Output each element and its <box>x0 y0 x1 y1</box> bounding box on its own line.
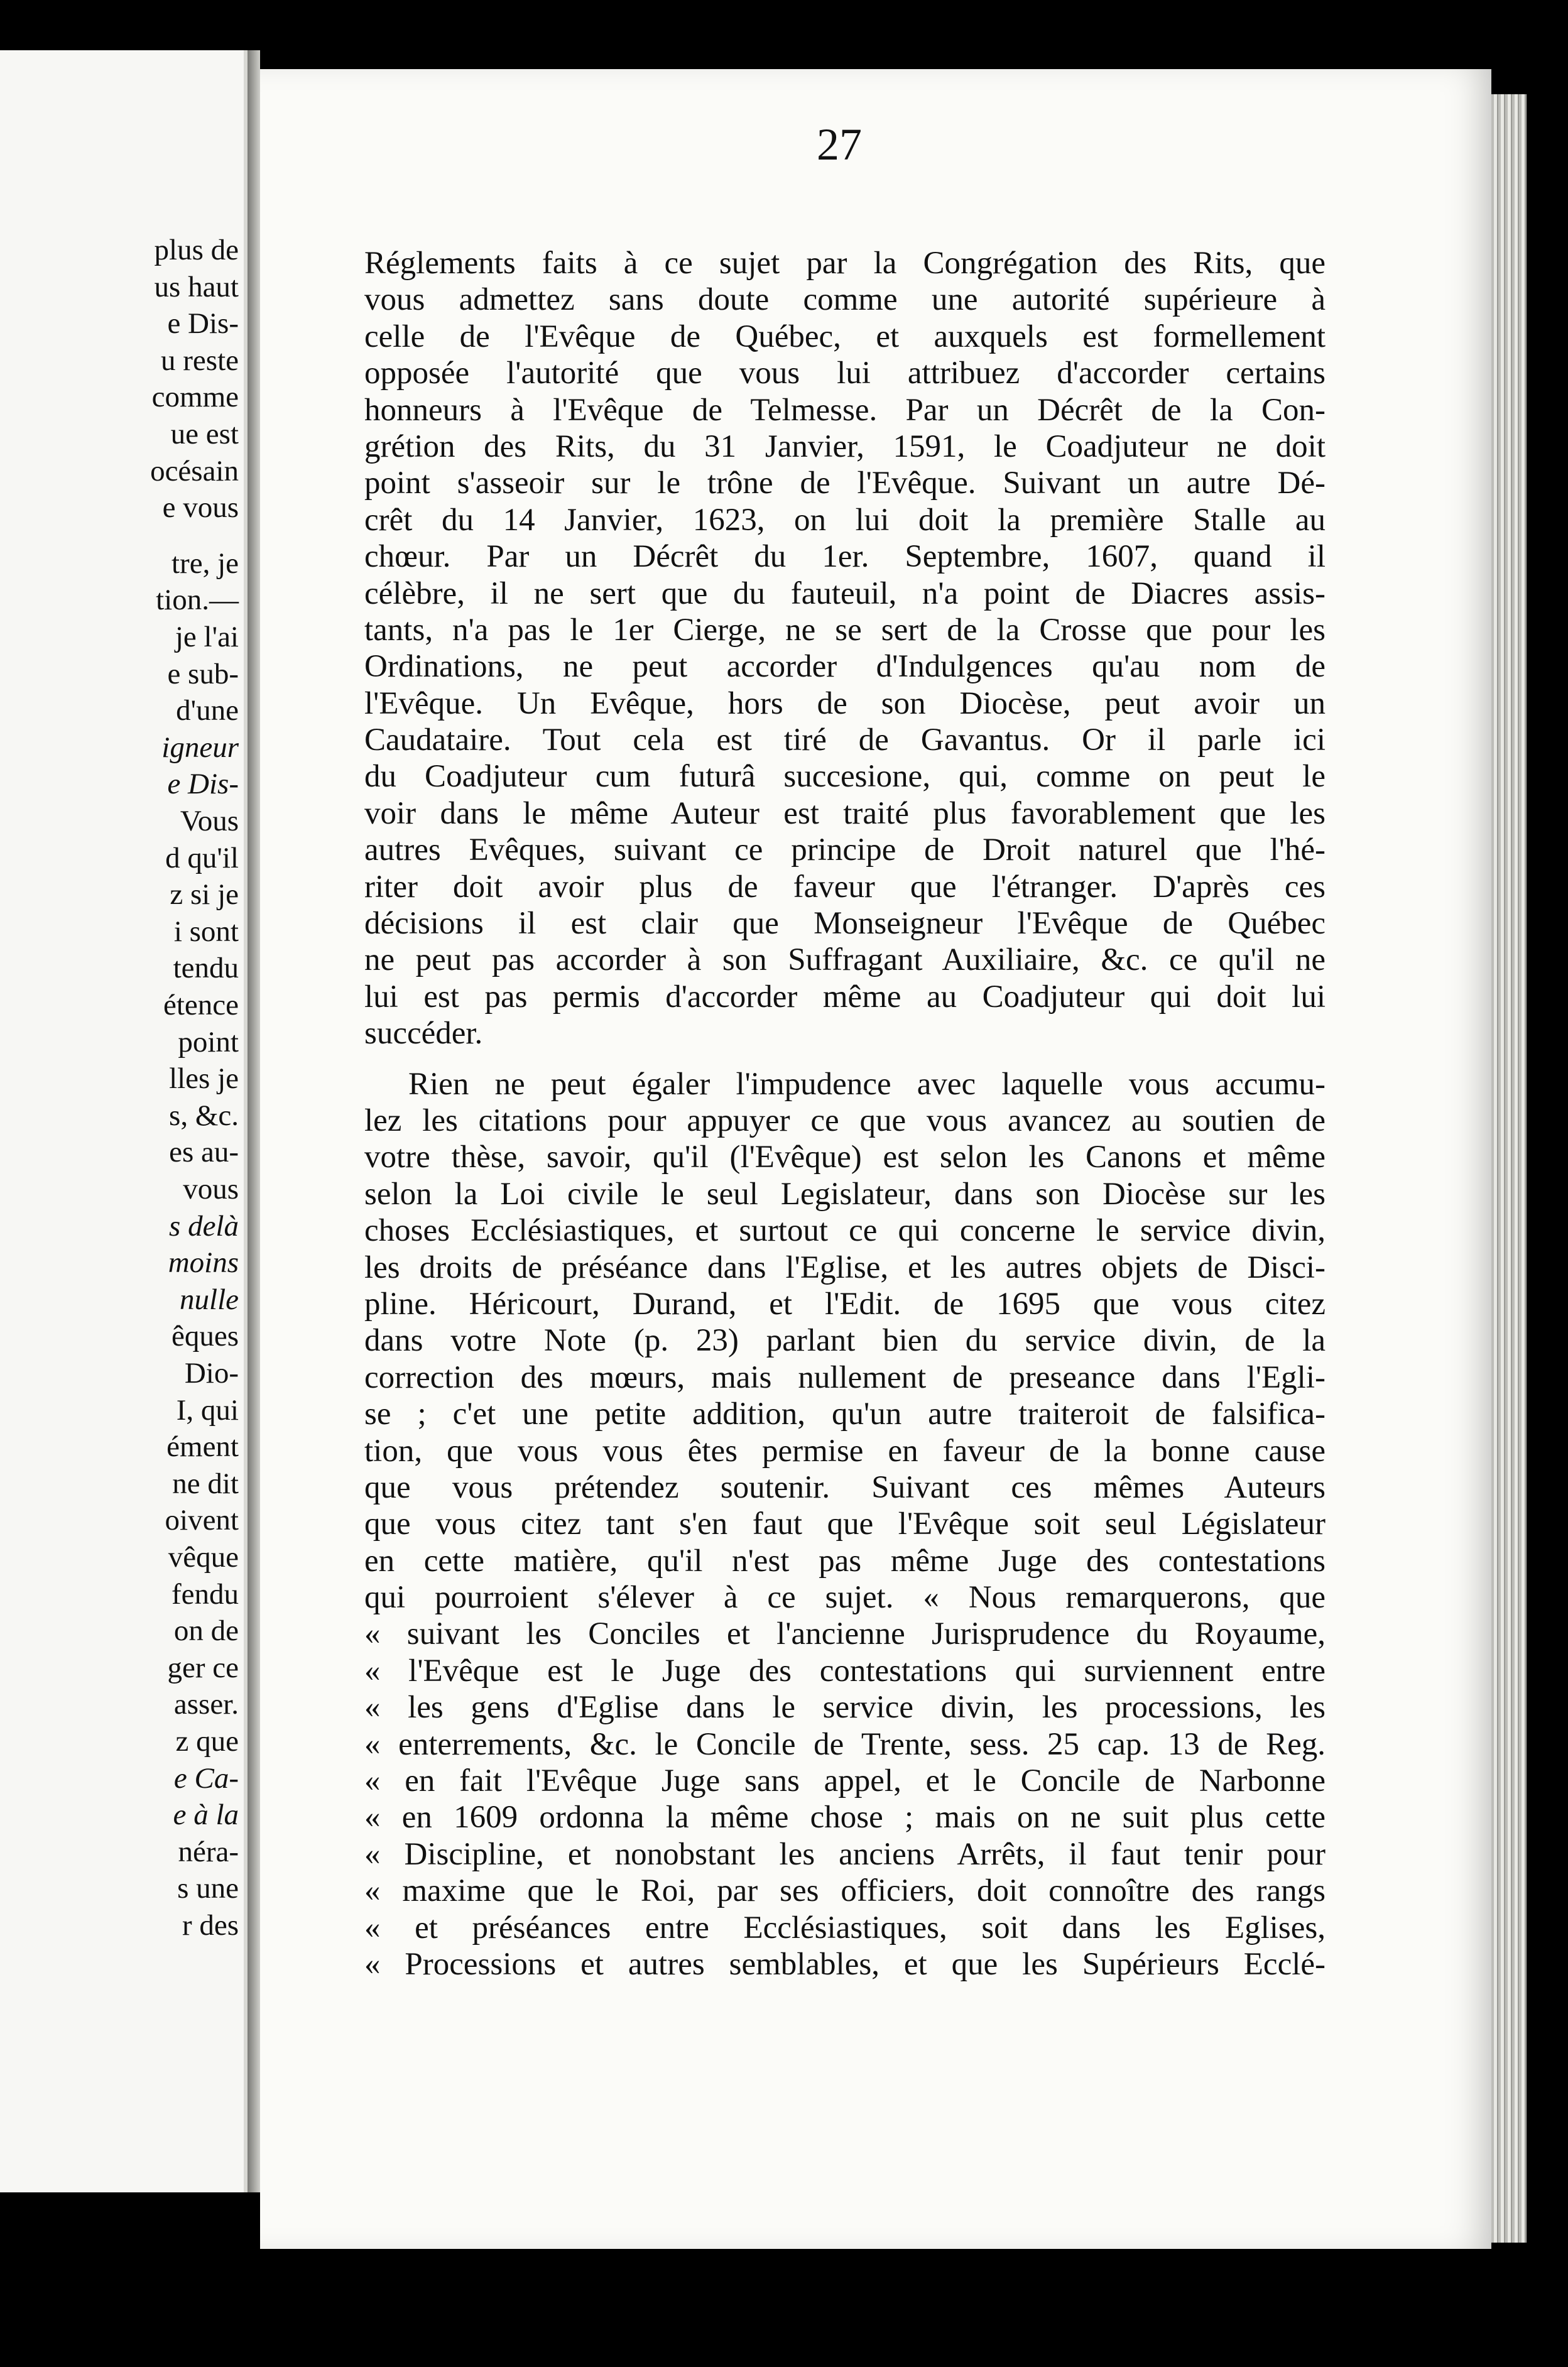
left-page-line: e Dis- <box>167 307 239 340</box>
text-line: décisions il est clair que Monseigneur l'Evêque de Québec <box>364 906 1326 942</box>
text-line: qui pourroient s'élever à ce sujet. « Nous remarquerons, que <box>364 1580 1326 1616</box>
body-text <box>364 245 1326 1983</box>
paragraph-1 <box>364 245 1326 1052</box>
text-line: grétion des Rits, du 31 Janvier, 1591, le Coadjuteur ne doit <box>364 428 1326 464</box>
text-line: pline. Héricourt, Durand, et l'Edit. de 1695 que vous citez <box>364 1286 1326 1322</box>
text-line: crêt du 14 Janvier, 1623, on lui doit la première Stalle au <box>364 502 1326 538</box>
text-line: se ; c'et une petite addition, qu'un autre traiteroit de falsifica- <box>364 1396 1326 1432</box>
text-line: « maxime que le Roi, par ses officiers, doit connoître des rangs <box>364 1873 1326 1909</box>
left-page-line: je l'ai <box>175 621 239 653</box>
text-line: tion, que vous vous êtes permise en faveur de la bonne cause <box>364 1433 1326 1469</box>
text-line: opposée l'autorité que vous lui attribuez d'accorder certains <box>364 356 1326 391</box>
left-page-line: fendu <box>171 1577 239 1611</box>
left-page-line: r des <box>182 1909 239 1942</box>
left-page-line: plus de <box>154 234 239 266</box>
text-line: « et préséances entre Ecclésiastiques, soit dans les Eglises, <box>364 1910 1326 1945</box>
text-line: les droits de préséance dans l'Eglise, et les autres objets de Disci- <box>364 1249 1326 1285</box>
text-line: tants, n'a pas le 1er Cierge, ne se sert de la Crosse que pour les <box>364 612 1326 648</box>
left-page-line: d'une <box>176 694 239 727</box>
left-page-line: lles je <box>169 1062 239 1096</box>
left-page-line: s, &c. <box>169 1099 239 1132</box>
text-line: « en 1609 ordonna la même chose ; mais on ne suit plus cette <box>364 1800 1326 1836</box>
text-line: lui est pas permis d'accorder même au Coadjuteur qui doit lui <box>364 979 1326 1015</box>
text-line: votre thèse, savoir, qu'il (l'Evêque) est selon les Canons et même <box>364 1140 1326 1175</box>
text-line: célèbre, il ne sert que du fauteuil, n'a point de Diacres assis- <box>364 575 1326 611</box>
text-line: point s'asseoir sur le trône de l'Evêque. Suivant un autre Dé- <box>364 465 1326 501</box>
text-line: l'Evêque. Un Evêque, hors de son Diocèse, peut avoir un <box>364 685 1326 721</box>
left-page-line: comme <box>151 381 239 414</box>
left-page-line: e Ca- <box>173 1761 239 1795</box>
left-page-line: néra- <box>178 1835 239 1868</box>
text-line: « Processions et autres semblables, et que les Supérieurs Ecclé- <box>364 1946 1326 1982</box>
text-line: que vous citez tant s'en faut que l'Evêque soit seul Législateur <box>364 1506 1326 1542</box>
left-page-line: es au- <box>169 1136 239 1169</box>
text-line: dans votre Note (p. 23) parlant bien du service divin, de la <box>364 1323 1326 1359</box>
text-line: Rien ne peut égaler l'impudence avec laquelle vous accumu- <box>408 1066 1326 1102</box>
left-page-line: s delà <box>169 1209 239 1243</box>
left-page-line: u reste <box>161 344 239 377</box>
left-page-line: e vous <box>162 491 239 525</box>
left-page-line: ément <box>166 1430 239 1464</box>
text-line: vous admettez sans doute comme une autorité supérieure à <box>364 282 1326 318</box>
text-line: celle de l'Evêque de Québec, et auxquels est formellement <box>364 318 1326 354</box>
left-page-line: êques <box>171 1320 239 1353</box>
left-page-line: océsain <box>150 454 239 487</box>
text-line: voir dans le même Auteur est traité plus favorablement que les <box>364 795 1326 831</box>
left-page-line: e sub- <box>167 657 239 690</box>
text-line: « en fait l'Evêque Juge sans appel, et le Concile de Narbonne <box>364 1763 1326 1799</box>
left-page-line: z que <box>175 1725 239 1758</box>
left-page-line: oivent <box>165 1504 239 1537</box>
left-page-line: tion.— <box>156 584 239 617</box>
page-number: 27 <box>817 119 862 170</box>
text-line: selon la Loi civile le seul Legislateur, dans son Diocèse sur les <box>364 1176 1326 1212</box>
text-line: « l'Evêque est le Juge des contestations qui surviennent entre <box>364 1653 1326 1689</box>
left-page-line: d qu'il <box>165 841 239 874</box>
left-page-line: moins <box>168 1246 239 1280</box>
left-page-line: igneur <box>161 731 239 764</box>
left-page-line: nulle <box>180 1283 239 1316</box>
text-line: que vous prétendez soutenir. Suivant ces mêmes Auteurs <box>364 1469 1326 1505</box>
left-page-line: asser. <box>173 1688 239 1721</box>
text-line: succéder. <box>364 1016 483 1052</box>
text-line: « les gens d'Eglise dans le service divin, les processions, les <box>364 1690 1326 1726</box>
text-line: honneurs à l'Evêque de Telmesse. Par un Décrêt de la Con- <box>364 392 1326 428</box>
text-line: « Discipline, et nonobstant les anciens Arrêts, il faut tenir pour <box>364 1836 1326 1872</box>
left-page-line: vous <box>183 1173 239 1205</box>
text-line: Ordinations, ne peut accorder d'Indulgences qu'au nom de <box>364 649 1326 685</box>
left-page-line: ne dit <box>172 1467 239 1500</box>
text-line: riter doit avoir plus de faveur que l'étranger. D'après ces <box>364 869 1326 905</box>
text-line: Réglements faits à ce sujet par la Congrégation des Rits, que <box>364 246 1326 281</box>
text-line: lez les citations pour appuyer ce que vous avancez au soutien de <box>364 1102 1326 1138</box>
left-page-line: Dio- <box>184 1357 239 1390</box>
text-line: chœur. Par un Décrêt du 1er. Septembre, 1607, quand il <box>364 539 1326 575</box>
left-page-line: tre, je <box>172 547 239 580</box>
left-page-line: us haut <box>154 270 239 303</box>
left-page-line: z si je <box>170 878 239 911</box>
text-line: autres Evêques, suivant ce principe de Droit naturel que l'hé- <box>364 832 1326 868</box>
left-page-line: tendu <box>173 952 239 985</box>
left-page-line: point <box>178 1025 239 1058</box>
text-line: Caudataire. Tout cela est tiré de Gavantus. Or il parle ici <box>364 722 1326 758</box>
left-page-line: ue est <box>170 418 239 450</box>
text-line: « enterrements, &c. le Concile de Trente, sess. 25 cap. 13 de Reg. <box>364 1726 1326 1762</box>
left-page-line: e à la <box>173 1798 239 1832</box>
left-page-line: ger ce <box>167 1651 239 1684</box>
text-line: en cette matière, qu'il n'est pas même Juge des contestations <box>364 1543 1326 1579</box>
left-page-line: s une <box>177 1872 239 1905</box>
text-line: du Coadjuteur cum futurâ succesione, qui, comme on peut le <box>364 759 1326 795</box>
text-line: « suivant les Conciles et l'ancienne Jurisprudence du Royaume, <box>364 1616 1326 1652</box>
book-gutter <box>248 50 260 2192</box>
left-page-line: on de <box>173 1614 239 1648</box>
left-page-line: i sont <box>173 915 239 948</box>
paragraph-2 <box>364 1066 1326 1983</box>
left-page-line: e Dis- <box>167 768 239 801</box>
text-line: choses Ecclésiastiques, et surtout ce qui concerne le service divin, <box>364 1213 1326 1249</box>
page-edges <box>1491 94 1527 2243</box>
left-page-line: vêque <box>168 1541 239 1574</box>
text-line: ne peut pas accorder à son Suffragant Auxiliaire, &c. ce qu'il ne <box>364 942 1326 978</box>
left-page-line: étence <box>163 989 239 1021</box>
left-page-line: Vous <box>180 805 239 837</box>
text-line: correction des mœurs, mais nullement de preseance dans l'Egli- <box>364 1359 1326 1395</box>
left-page-line: I, qui <box>176 1393 239 1427</box>
left-facing-page <box>0 50 248 2192</box>
